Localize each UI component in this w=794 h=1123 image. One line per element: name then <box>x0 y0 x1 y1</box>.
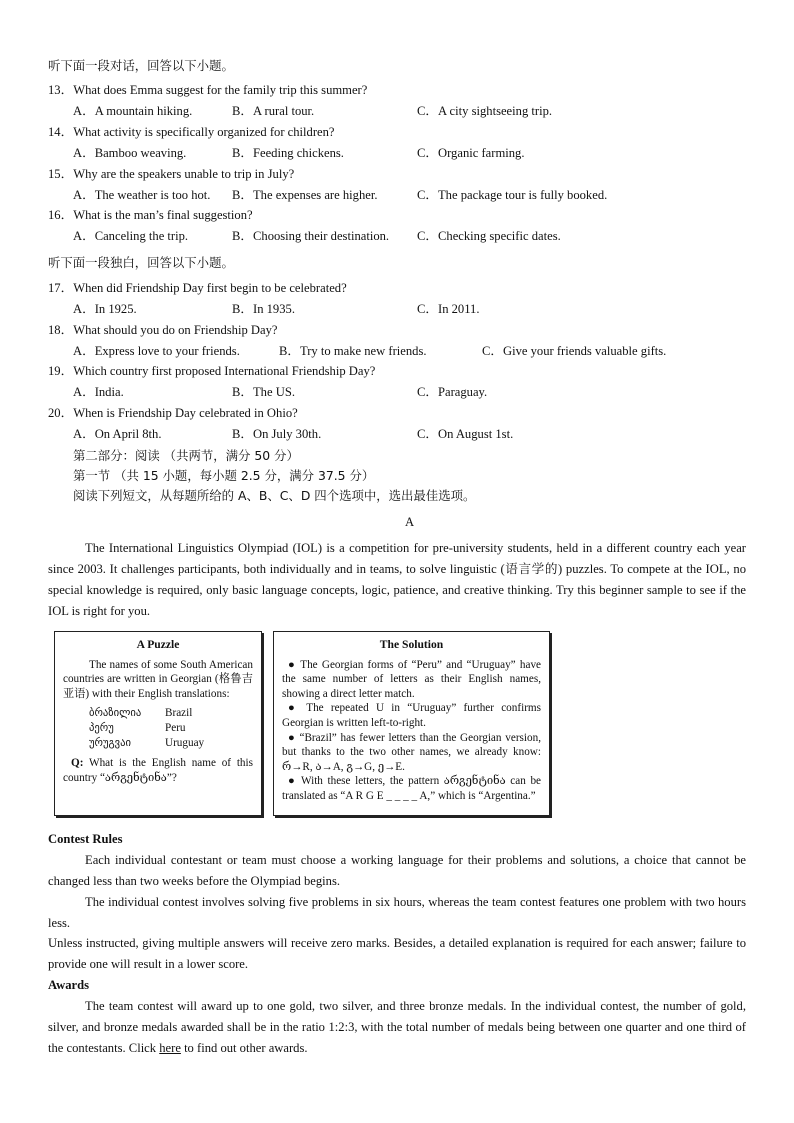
rule-paragraph: Unless instructed, giving multiple answers will receive zero marks. Besides, a detailed explanation is required for each answer; failure to provide one will result in a lower score. <box>48 936 746 971</box>
rule-paragraph: The individual contest involves solving five problems in six hours, whereas the team contest features one problem with two hours less. <box>48 895 746 930</box>
solution-point: ● The Georgian forms of “Peru” and “Uruguay” have the same number of letters as their English names, showing a direct letter match. <box>282 658 541 700</box>
option-c: C．A city sightseeing trip. <box>417 104 553 118</box>
reading-section-title: 第一节 （共 15 小题，每小题 2.5 分，满分 37.5 分） <box>73 468 375 483</box>
option-a: A．A mountain hiking. <box>73 104 193 118</box>
translation-row <box>63 721 253 736</box>
question-number: 17． <box>48 281 74 295</box>
question-label: Q: <box>71 757 84 770</box>
english-word: Uruguay <box>165 736 205 749</box>
solution-box <box>273 631 550 816</box>
english-word: Brazil <box>165 707 193 720</box>
option-c: C．Give your friends valuable gifts. <box>482 344 667 358</box>
question-16 <box>48 205 253 226</box>
option-a: A．Bamboo weaving. <box>73 146 187 160</box>
option-b: B．In 1935. <box>232 302 295 316</box>
georgian-word: პერუ <box>89 721 114 734</box>
option-a: A．India. <box>73 385 124 399</box>
question-text: What is the man’s final suggestion? <box>73 208 253 222</box>
awards-text: The team contest will award up to one gold, two silver, and three bronze medals. In the individual contest, the number of gold, silver, and bronze medals awarded shall be in the ratio 1:2:3, with the total number of medals being between one quarter and one third of the contestants. Click <box>48 999 746 1055</box>
question-15 <box>48 164 294 185</box>
question-19 <box>48 361 375 382</box>
translation-list <box>63 706 253 750</box>
solution-title: The Solution <box>379 638 444 651</box>
dialog-instruction: 听下面一段对话，回答以下小题。 <box>48 58 234 73</box>
question-17 <box>48 278 347 299</box>
question-13 <box>48 80 367 101</box>
translation-row <box>63 706 253 721</box>
question-text: What is the English name of this country “არგენტინა”? <box>63 757 253 784</box>
question-14 <box>48 122 335 143</box>
awards-link[interactable]: here <box>159 1041 181 1055</box>
question-text: Which country first proposed International Friendship Day? <box>73 364 376 378</box>
option-a: A．Express love to your friends. <box>73 344 240 358</box>
english-word: Peru <box>165 721 186 734</box>
option-a: A．On April 8th. <box>73 427 162 441</box>
question-text: When did Friendship Day first begin to be celebrated? <box>73 281 347 295</box>
option-b: B．The US. <box>232 385 295 399</box>
rule-paragraph: Each individual contestant or team must choose a working language for their problems and solutions, a choice that cannot be changed less than two weeks before the Olympiad begins. <box>48 853 746 888</box>
option-a: A．The weather is too hot. <box>73 188 211 202</box>
puzzle-text: The names of some South American countries are written in Georgian (格鲁吉亚语) with their English translations: <box>63 658 253 700</box>
puzzle-box <box>54 631 262 816</box>
question-text: When is Friendship Day celebrated in Ohio? <box>73 406 298 420</box>
question-text: What should you do on Friendship Day? <box>73 323 278 337</box>
question-number: 19． <box>48 364 74 378</box>
question-number: 16． <box>48 208 74 222</box>
question-text: Why are the speakers unable to trip in July? <box>73 167 295 181</box>
option-b: B．On July 30th. <box>232 427 322 441</box>
option-a: A．In 1925. <box>73 302 137 316</box>
awards-heading: Awards <box>48 978 90 992</box>
question-20 <box>48 403 298 424</box>
puzzle-title: A Puzzle <box>136 638 180 651</box>
option-b: B．A rural tour. <box>232 104 315 118</box>
question-number: 13． <box>48 83 74 97</box>
question-18 <box>48 320 277 341</box>
awards-paragraph <box>48 996 746 1059</box>
georgian-word: ბრაზილია <box>89 707 142 720</box>
passage-intro: The International Linguistics Olympiad (IOL) is a competition for pre-university students, held in a different country each year since 2003. It challenges participants, both individually and in teams, to solve linguistic (语言学的) puzzles. To compete at the IOL, no special knowledge is required, only basic language concepts, logic, patience, and creative thinking. Try this beginner sample to see if the IOL is right for you. <box>48 541 746 618</box>
option-b: B．Feeding chickens. <box>232 146 344 160</box>
option-c: C．In 2011. <box>417 302 480 316</box>
translation-row <box>63 736 253 751</box>
passage-letter: A <box>405 515 415 529</box>
option-c: C．The package tour is fully booked. <box>417 188 608 202</box>
option-c: C．Organic farming. <box>417 146 525 160</box>
question-number: 18． <box>48 323 74 337</box>
question-number: 15． <box>48 167 74 181</box>
reading-part-title: 第二部分：阅读 （共两节，满分 50 分） <box>73 448 299 463</box>
awards-tail: to find out other awards. <box>184 1041 308 1055</box>
reading-instruction: 阅读下列短文，从每题所给的 A、B、C、D 四个选项中，选出最佳选项。 <box>73 488 476 503</box>
option-a: A．Canceling the trip. <box>73 229 189 243</box>
question-text: What activity is specifically organized for children? <box>73 125 335 139</box>
option-b: B．Choosing their destination. <box>232 229 390 243</box>
option-c: C．On August 1st. <box>417 427 514 441</box>
option-b: B．Try to make new friends. <box>279 344 427 358</box>
option-b: B．The expenses are higher. <box>232 188 378 202</box>
question-number: 20． <box>48 406 74 420</box>
option-c: C．Checking specific dates. <box>417 229 561 243</box>
question-number: 14． <box>48 125 74 139</box>
solution-point: ● “Brazil” has fewer letters than the Georgian version, but thanks to the two other names, we already know: რ→R, ა→A, გ→G, ე→E. <box>282 731 541 773</box>
georgian-word: ურუგვაი <box>89 736 131 749</box>
puzzle-question <box>63 756 253 785</box>
rules-heading: Contest Rules <box>48 832 123 846</box>
question-text: What does Emma suggest for the family trip this summer? <box>73 83 368 97</box>
solution-point: ● With these letters, the pattern არგენტინა can be translated as “A R G E _ _ _ _ A,” which is “Argentina.” <box>282 775 541 802</box>
option-c: C．Paraguay. <box>417 385 488 399</box>
monolog-instruction: 听下面一段独白，回答以下小题。 <box>48 255 234 270</box>
solution-point: ● The repeated U in “Uruguay” further confirms Georgian is written left-to-right. <box>282 702 541 729</box>
